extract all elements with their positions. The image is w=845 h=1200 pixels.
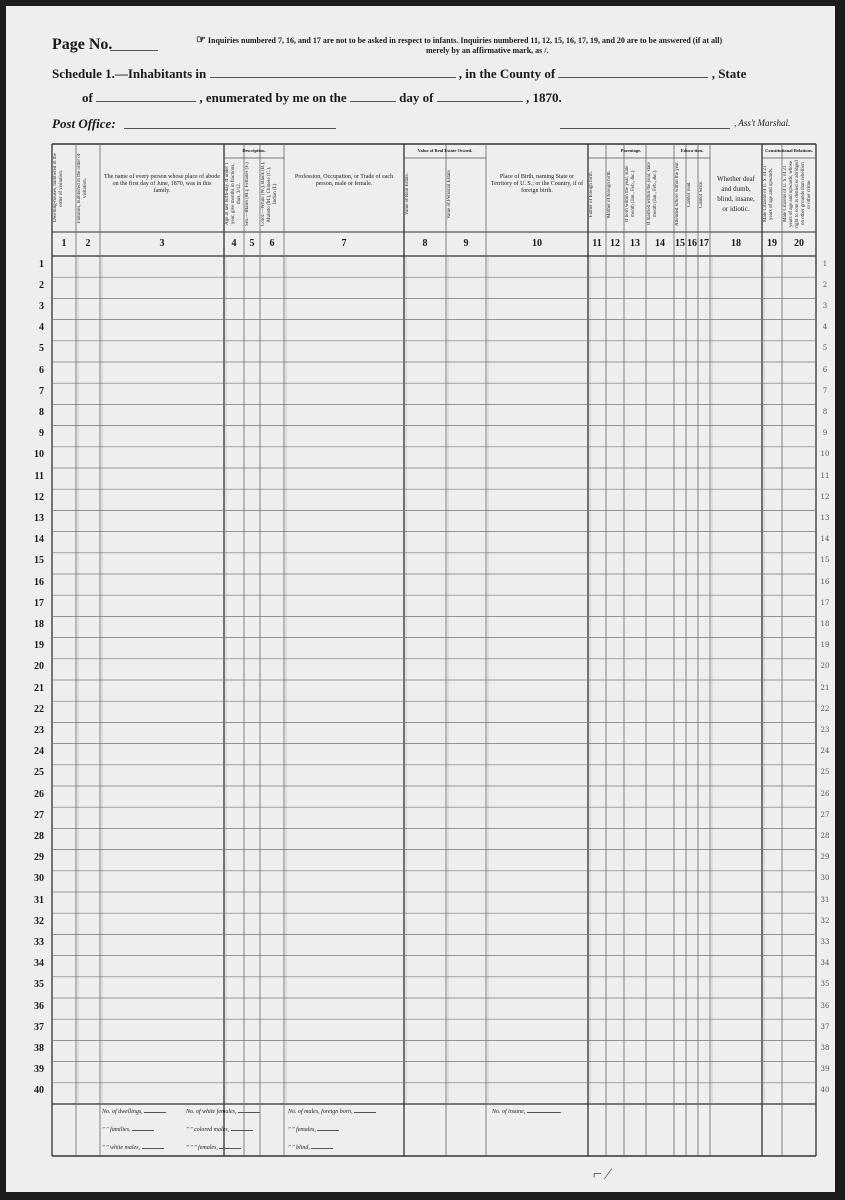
row-number-8: 8 <box>39 407 44 418</box>
row-number-40: 40 <box>34 1085 44 1097</box>
row-number-right-37: 37 <box>820 1022 830 1031</box>
row-number-right-11: 11 <box>820 471 830 480</box>
row-number-32: 32 <box>34 915 44 927</box>
row-number-36: 36 <box>34 1000 44 1012</box>
row-number-right-18: 18 <box>820 620 830 628</box>
column-header-15: Attended school within the year. <box>675 161 680 227</box>
column-header-6: Color.—White (W.), Black (B.), Mulatto (M.), Chinese (C.), Indian (I.) <box>261 161 278 227</box>
column-header-18: Whether deaf and dumb, blind, insane, or idiotic. <box>717 175 755 213</box>
row-number-12: 12 <box>34 491 44 503</box>
row-number-right-20: 20 <box>820 662 830 671</box>
column-number-12: 12 <box>610 238 620 249</box>
summary-females: " " " females, <box>186 1142 241 1152</box>
column-header-9: Value of Personal Estate. <box>447 169 452 219</box>
row-number-right-23: 23 <box>820 726 830 734</box>
row-number-right-21: 21 <box>820 683 830 692</box>
row-number-6: 6 <box>39 364 44 376</box>
enumerated-label: , enumerated by me on the <box>199 90 347 105</box>
column-number-3: 3 <box>159 238 165 249</box>
asst-marshal-label: , Ass't Marshal. <box>734 118 791 128</box>
row-number-right-25: 25 <box>820 768 830 777</box>
row-number-39: 39 <box>34 1064 44 1076</box>
row-number-10: 10 <box>34 449 44 461</box>
row-number-33: 33 <box>34 937 44 948</box>
row-number-11: 11 <box>34 470 44 482</box>
summary-white-females: No. of white females, <box>186 1106 260 1116</box>
column-number-1: 1 <box>61 238 67 249</box>
row-number-right-4: 4 <box>822 323 828 332</box>
column-header-10: Place of Birth, naming State or Territory of U. S.; or the Country, if of foreign birth. <box>490 174 584 194</box>
group-education: Educa-tion. <box>680 148 704 153</box>
summary-families: " " families, <box>102 1124 154 1134</box>
column-number-20: 20 <box>794 238 804 249</box>
year-label: , 1870. <box>525 90 562 105</box>
column-header-16: Cannot read. <box>687 181 692 207</box>
column-number-5: 5 <box>249 238 255 249</box>
column-header-2: Families, numbered in the order of visitation. <box>77 153 88 223</box>
row-number-21: 21 <box>34 682 44 694</box>
row-number-right-39: 39 <box>820 1065 830 1074</box>
column-header-13: If born within the year, state month (Jan., Feb., &c.) <box>625 165 636 223</box>
row-number-right-32: 32 <box>820 916 830 925</box>
day-of-label: day of <box>399 90 434 105</box>
row-number-right-29: 29 <box>820 853 830 862</box>
row-number-4: 4 <box>39 322 44 334</box>
column-number-11: 11 <box>592 238 602 249</box>
row-number-right-35: 35 <box>820 980 830 989</box>
row-number-right-14: 14 <box>820 535 830 544</box>
column-header-17: Cannot write. <box>699 180 704 208</box>
summary-dwellings: No. of dwellings, <box>102 1106 166 1116</box>
row-number-right-34: 34 <box>820 959 830 968</box>
row-number-right-9: 9 <box>822 429 828 438</box>
column-header-3: The name of every person whose place of abode on the first day of June, 1870, was in this family. <box>104 174 220 194</box>
column-number-2: 2 <box>85 238 91 249</box>
summary-colored-males: " " colored males, <box>186 1124 253 1134</box>
row-number-right-3: 3 <box>822 302 828 310</box>
row-number-3: 3 <box>39 301 44 312</box>
row-number-37: 37 <box>34 1021 44 1033</box>
row-number-35: 35 <box>34 979 44 991</box>
handwritten-mark: ⌐ ⁄ <box>592 1166 610 1183</box>
row-number-24: 24 <box>34 746 44 758</box>
row-number-7: 7 <box>39 385 44 397</box>
column-header-7: Profession, Occupation, or Trade of each person, male or female. <box>294 174 394 187</box>
row-number-right-33: 33 <box>820 938 830 946</box>
row-number-right-36: 36 <box>820 1001 830 1010</box>
row-number-38: 38 <box>34 1043 44 1054</box>
row-number-right-1: 1 <box>822 259 828 268</box>
column-header-14: If married within the year, state month (Jan., Feb., &c.) <box>647 162 658 226</box>
group-constitutional: Constitutional Relations. <box>765 148 813 153</box>
row-number-30: 30 <box>34 873 44 885</box>
schedule-label: Schedule 1.—Inhabitants in <box>52 66 207 81</box>
column-number-13: 13 <box>630 238 640 249</box>
row-number-right-13: 13 <box>820 514 830 522</box>
column-header-8: Value of Real Estate. <box>405 173 410 215</box>
summary-insane: No. of insane, <box>492 1106 561 1116</box>
column-number-9: 9 <box>463 238 469 249</box>
row-number-5: 5 <box>39 343 44 355</box>
row-number-right-28: 28 <box>820 832 830 840</box>
row-number-27: 27 <box>34 809 44 821</box>
row-number-right-26: 26 <box>820 789 830 798</box>
row-number-18: 18 <box>34 619 44 630</box>
row-number-29: 29 <box>34 852 44 864</box>
inquiries-note-line-2: merely by an affirmative mark, as /. <box>426 46 549 55</box>
row-number-right-40: 40 <box>820 1086 830 1095</box>
column-header-11: Father of foreign birth. <box>589 171 594 217</box>
census-page <box>6 6 835 1192</box>
row-number-right-31: 31 <box>820 895 830 904</box>
row-number-14: 14 <box>34 534 44 546</box>
column-number-4: 4 <box>231 238 237 249</box>
column-number-10: 10 <box>532 238 542 249</box>
column-header-1: Dwelling-houses, numbered in the order of visitation. <box>53 153 64 223</box>
summary-females-ditto: " " females, <box>288 1124 339 1134</box>
column-number-14: 14 <box>655 238 665 249</box>
row-number-16: 16 <box>34 576 44 588</box>
row-number-23: 23 <box>34 725 44 736</box>
row-number-1: 1 <box>39 258 44 270</box>
group-real-estate: Value of Real Estate Owned. <box>417 148 473 153</box>
row-number-right-8: 8 <box>822 408 828 416</box>
row-number-right-7: 7 <box>822 386 828 395</box>
column-number-16: 16 <box>687 238 697 249</box>
row-number-right-27: 27 <box>820 810 830 819</box>
row-number-34: 34 <box>34 958 44 970</box>
post-office-label: Post Office: <box>52 116 116 131</box>
column-number-18: 18 <box>731 238 741 249</box>
row-number-20: 20 <box>34 661 44 673</box>
column-header-12: Mother of foreign birth. <box>607 170 612 218</box>
column-header-5: Sex.—Males (M.), Females (F.) <box>245 162 250 226</box>
row-number-right-16: 16 <box>820 577 830 586</box>
summary-blind: " " blind, <box>288 1142 333 1152</box>
row-number-right-19: 19 <box>820 641 830 650</box>
row-number-26: 26 <box>34 788 44 800</box>
column-number-7: 7 <box>341 238 347 249</box>
row-number-15: 15 <box>34 555 44 567</box>
row-number-right-22: 22 <box>820 704 830 713</box>
row-number-19: 19 <box>34 640 44 652</box>
column-number-6: 6 <box>269 238 275 249</box>
column-number-17: 17 <box>699 238 709 249</box>
row-number-right-12: 12 <box>820 492 830 501</box>
row-number-31: 31 <box>34 894 44 906</box>
summary-males-foreign: No. of males, foreign born, <box>288 1106 376 1116</box>
row-number-right-5: 5 <box>822 344 828 353</box>
pointing-hand-icon: ☞ <box>196 34 206 46</box>
row-number-right-2: 2 <box>822 280 828 289</box>
group-description: Description. <box>242 148 266 153</box>
column-number-19: 19 <box>767 238 777 249</box>
county-label: , in the County of <box>458 66 556 81</box>
column-header-4: Age at last birth-day. If under 1 year, give months in fractions, thus, 3/12. <box>225 162 242 226</box>
column-number-8: 8 <box>422 238 428 249</box>
row-number-13: 13 <box>34 513 44 524</box>
group-parentage: Parentage. <box>620 148 642 153</box>
row-number-17: 17 <box>34 597 44 609</box>
inquiries-note-line-1: Inquiries numbered 7, 16, and 17 are not to be asked in respect to infants. Inquiries numbered 11, 12, 15, 16, 17, 19, and 20 are to be answered (if at all) <box>207 36 723 45</box>
row-number-right-15: 15 <box>820 556 830 565</box>
row-number-right-10: 10 <box>820 450 830 459</box>
row-number-right-38: 38 <box>820 1044 830 1052</box>
row-number-right-6: 6 <box>822 365 828 374</box>
column-header-20: Male Citizens of U. S. of 21 years of age and upwards, whose right to vote is denied or abridged on other grounds than rebellion or other crime. <box>783 160 812 228</box>
row-number-right-17: 17 <box>820 598 830 607</box>
column-header-19: Male Citizens of U. S. of 21 years of age and upwards. <box>763 165 774 223</box>
row-number-right-24: 24 <box>820 747 830 756</box>
row-number-25: 25 <box>34 767 44 779</box>
state-label: , State <box>711 66 747 81</box>
page-no-label: Page No. <box>52 36 113 53</box>
row-number-28: 28 <box>34 831 44 842</box>
row-number-9: 9 <box>39 428 44 440</box>
row-number-right-30: 30 <box>820 874 830 883</box>
row-number-22: 22 <box>34 703 44 715</box>
row-number-2: 2 <box>39 279 44 291</box>
column-number-15: 15 <box>675 238 685 249</box>
summary-white-males: " " white males, <box>102 1142 164 1152</box>
of-label: of <box>82 90 93 105</box>
